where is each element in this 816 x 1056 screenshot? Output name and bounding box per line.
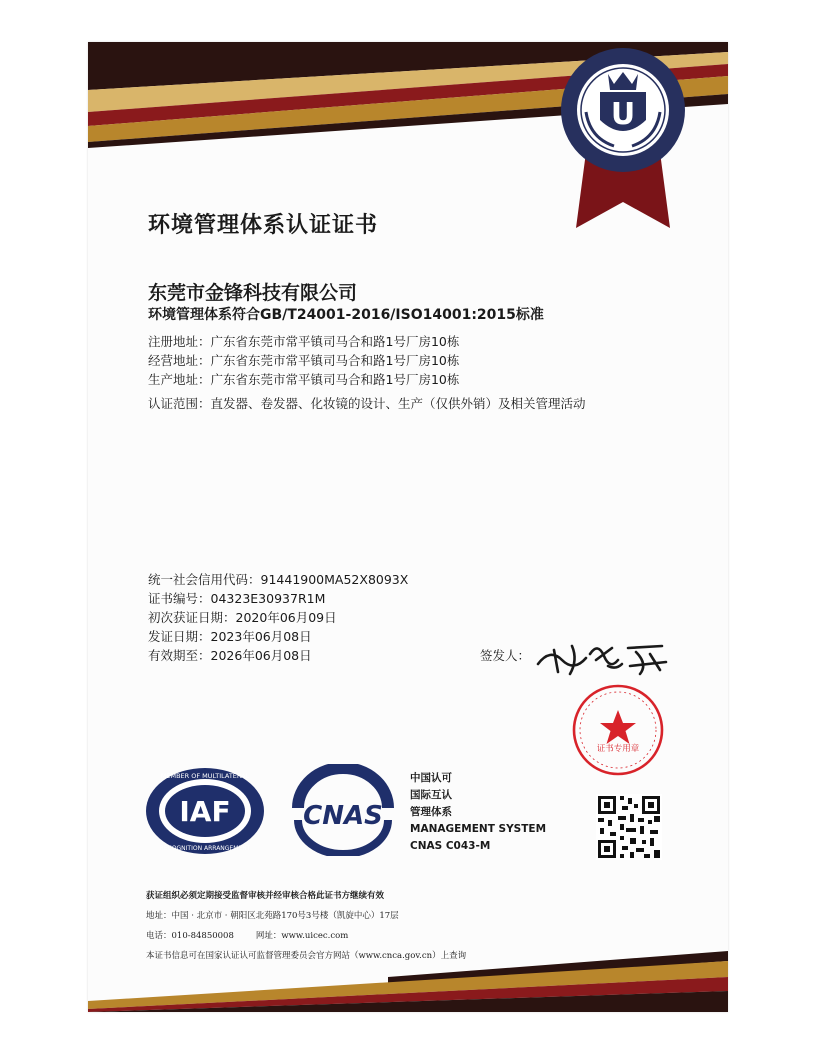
qr-code-icon[interactable] <box>596 794 662 860</box>
address-value: 广东省东莞市常平镇司马合和路1号厂房10栋 <box>210 353 460 368</box>
address-label: 生产地址： <box>148 372 211 387</box>
issue-date-row <box>148 627 408 646</box>
info-value: 2023年06月08日 <box>210 629 312 644</box>
validity-notice: 获证组织必须定期接受监督审核并经审核合格此证书方继续有效 <box>146 891 385 901</box>
info-value: 2026年06月08日 <box>210 648 312 663</box>
signer-label: 签发人： <box>480 648 531 663</box>
accreditation-line: 国际互认 <box>410 789 452 801</box>
address-label: 经营地址： <box>148 353 211 368</box>
credit-code-row <box>148 570 408 589</box>
scope-label: 认证范围： <box>148 396 211 411</box>
info-value: 91441900MA52X8093X <box>260 572 409 587</box>
info-value: 04323E30937R1M <box>210 591 326 606</box>
accreditation-line: MANAGEMENT SYSTEM <box>410 823 547 835</box>
accreditation-text <box>410 770 546 855</box>
certification-body-badge-icon <box>558 42 688 232</box>
accreditation-line: 管理体系 <box>410 806 452 818</box>
certificate-title: 环境管理体系认证证书 <box>148 213 379 238</box>
accreditation-line: 中国认可 <box>410 772 452 784</box>
seal-ring-icon <box>570 682 666 778</box>
info-label: 有效期至： <box>148 648 211 663</box>
certification-scope <box>148 394 586 412</box>
iaf-mark-text: IAF <box>179 795 231 828</box>
red-seal-stamp <box>570 682 666 778</box>
issuer-website[interactable]: 网址：www.uicec.com <box>255 931 349 941</box>
address-value: 广东省东莞市常平镇司马合和路1号厂房10栋 <box>210 372 460 387</box>
accreditation-line: CNAS C043-M <box>410 840 491 852</box>
iaf-mra-logo-icon <box>144 766 266 856</box>
info-label: 发证日期： <box>148 629 211 644</box>
cnas-logo-icon <box>288 764 398 856</box>
issuer-footer <box>146 886 466 966</box>
verification-note: 本证书信息可在国家认证认可监督管理委员会官方网站（www.cnca.gov.cn）上查询 <box>146 951 467 961</box>
issuer-phone: 电话：010-84850008 <box>146 931 234 941</box>
production-address <box>148 370 459 389</box>
registered-address <box>148 332 459 351</box>
handwritten-signature <box>532 630 672 680</box>
certificate-number-row <box>148 589 408 608</box>
business-address <box>148 351 459 370</box>
red-star-icon <box>600 710 636 744</box>
iaf-ring-bottom: RECOGNITION ARRANGEMENT <box>159 845 251 852</box>
address-block <box>148 332 459 389</box>
info-label: 初次获证日期： <box>148 610 236 625</box>
info-value: 2020年06月09日 <box>235 610 337 625</box>
company-name: 东莞市金锋科技有限公司 <box>148 282 358 304</box>
address-label: 注册地址： <box>148 334 211 349</box>
contact-row <box>146 926 466 946</box>
cnas-mark-text: CNAS <box>303 801 383 831</box>
info-label: 证书编号： <box>148 591 211 606</box>
certified-standard: 环境管理体系符合GB/T24001-2016/ISO14001:2015标准 <box>148 307 544 323</box>
scope-value: 直发器、卷发器、化妆镜的设计、生产（仅供外销）及相关管理活动 <box>210 396 586 411</box>
address-value: 广东省东莞市常平镇司马合和路1号厂房10栋 <box>210 334 460 349</box>
issuer-address: 地址：中国 · 北京市 · 朝阳区北苑路170号3号楼（凯旋中心）17层 <box>146 911 399 921</box>
expiry-date-row <box>148 646 408 665</box>
seal-center-label: 证书专用章 <box>596 744 640 754</box>
certificate-info-block <box>148 570 408 665</box>
badge-letter: U <box>610 97 636 132</box>
certificate-sheet <box>88 42 728 1012</box>
info-label: 统一社会信用代码： <box>148 572 261 587</box>
initial-date-row <box>148 608 408 627</box>
iaf-ring-top: MEMBER OF MULTILATERAL <box>160 772 250 780</box>
